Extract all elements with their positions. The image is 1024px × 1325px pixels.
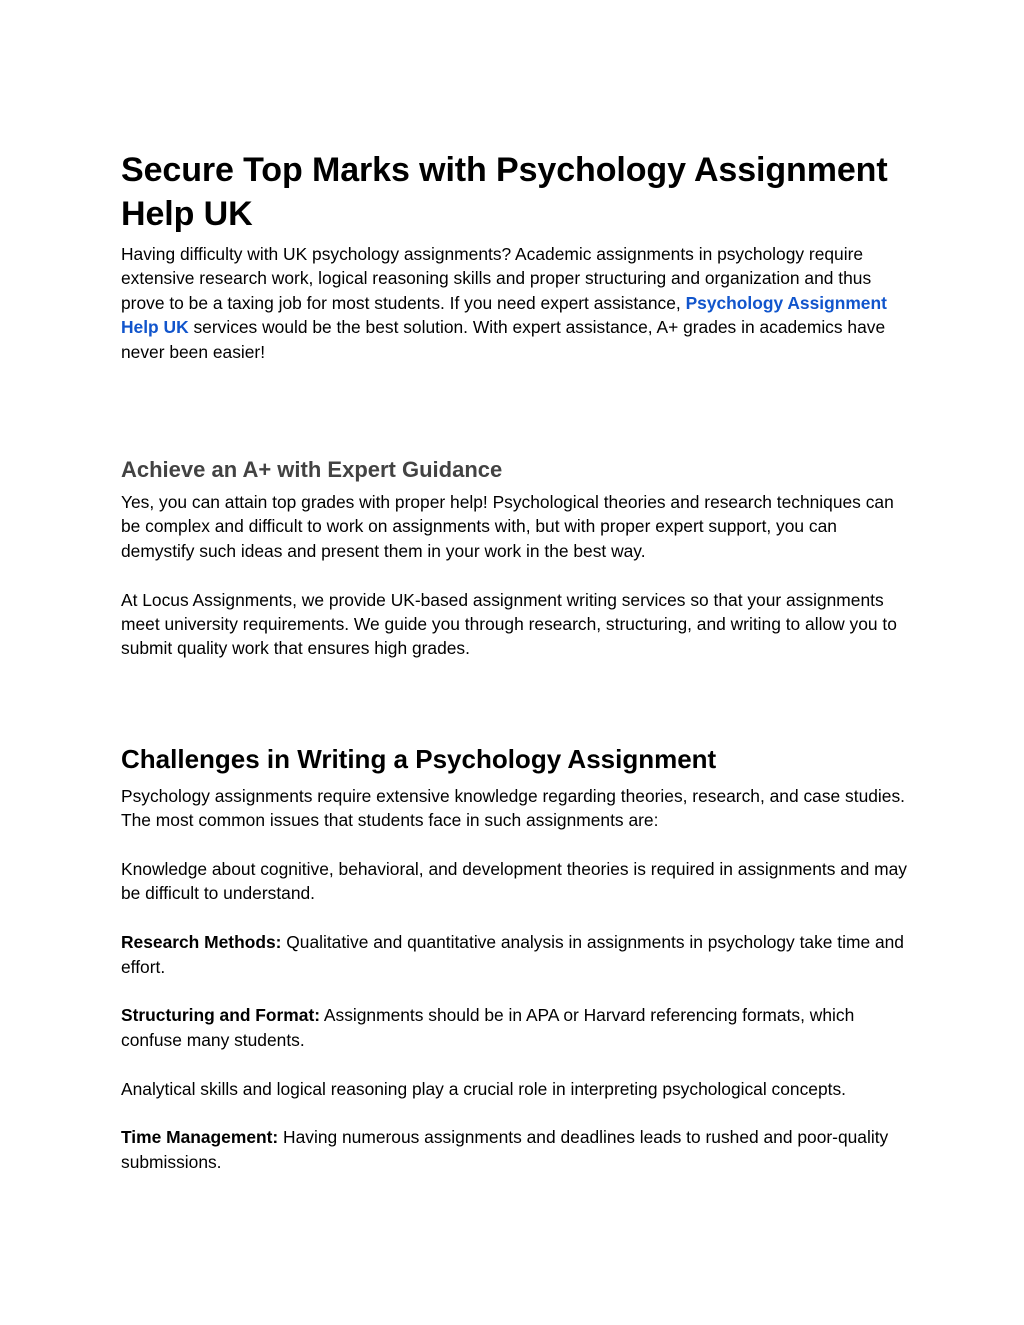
page-title: Secure Top Marks with Psychology Assignment Help UK [121,151,888,233]
psychology-assignment-help-link[interactable]: Psychology Assignment Help UK [121,292,887,338]
challenge-analytical: Analytical skills and logical reasoning play a crucial role in interpreting psychological concepts. [121,1078,846,1099]
guidance-paragraph-1: Yes, you can attain top grades with proper help! Psychological theories and research techniques can be complex and difficult to work on assignments with, but with proper expert support, you can demystify such ideas and present them in your work in the best way. [121,492,894,561]
intro-paragraph [121,242,911,364]
document-body [121,148,911,1174]
time-management-text: Having numerous assignments and deadlines leads to rushed and poor-quality submissions. [121,1127,889,1172]
time-management-label: Time Management: [121,1127,279,1148]
challenge-knowledge: Knowledge about cognitive, behavioral, and development theories is required in assignments and may be difficult to understand. [121,859,907,904]
challenges-heading: Challenges in Writing a Psychology Assignment [121,743,717,774]
challenge-research-methods [121,930,911,979]
research-methods-label: Research Methods: [121,932,282,953]
intro-text-end: services would be the best solution. With expert assistance, A+ grades in academics have never been easier! [121,317,886,362]
structuring-label: Structuring and Format: [121,1005,321,1026]
challenge-time-management [121,1125,911,1174]
structuring-text: Assignments should be in APA or Harvard referencing formats, which confuse many students. [121,1005,855,1050]
challenges-intro: Psychology assignments require extensive knowledge regarding theories, research, and case studies. The most common issues that students face in such assignments are: [121,785,905,831]
research-methods-text: Qualitative and quantitative analysis in assignments in psychology take time and effort. [121,932,904,977]
challenge-structuring [121,1003,911,1052]
intro-text-start: Having difficulty with UK psychology assignments? Academic assignments in psychology require extensive research work, logical reasoning skills and proper structuring and organization and thus prove to be a taxing job for most students. If you need expert assistance, [121,244,872,313]
guidance-paragraph-2: At Locus Assignments, we provide UK-based assignment writing services so that your assignments meet university requirements. We guide you through research, structuring, and writing to allow you to submit quality work that ensures high grades. [121,589,897,659]
guidance-heading: Achieve an A+ with Expert Guidance [121,457,503,483]
